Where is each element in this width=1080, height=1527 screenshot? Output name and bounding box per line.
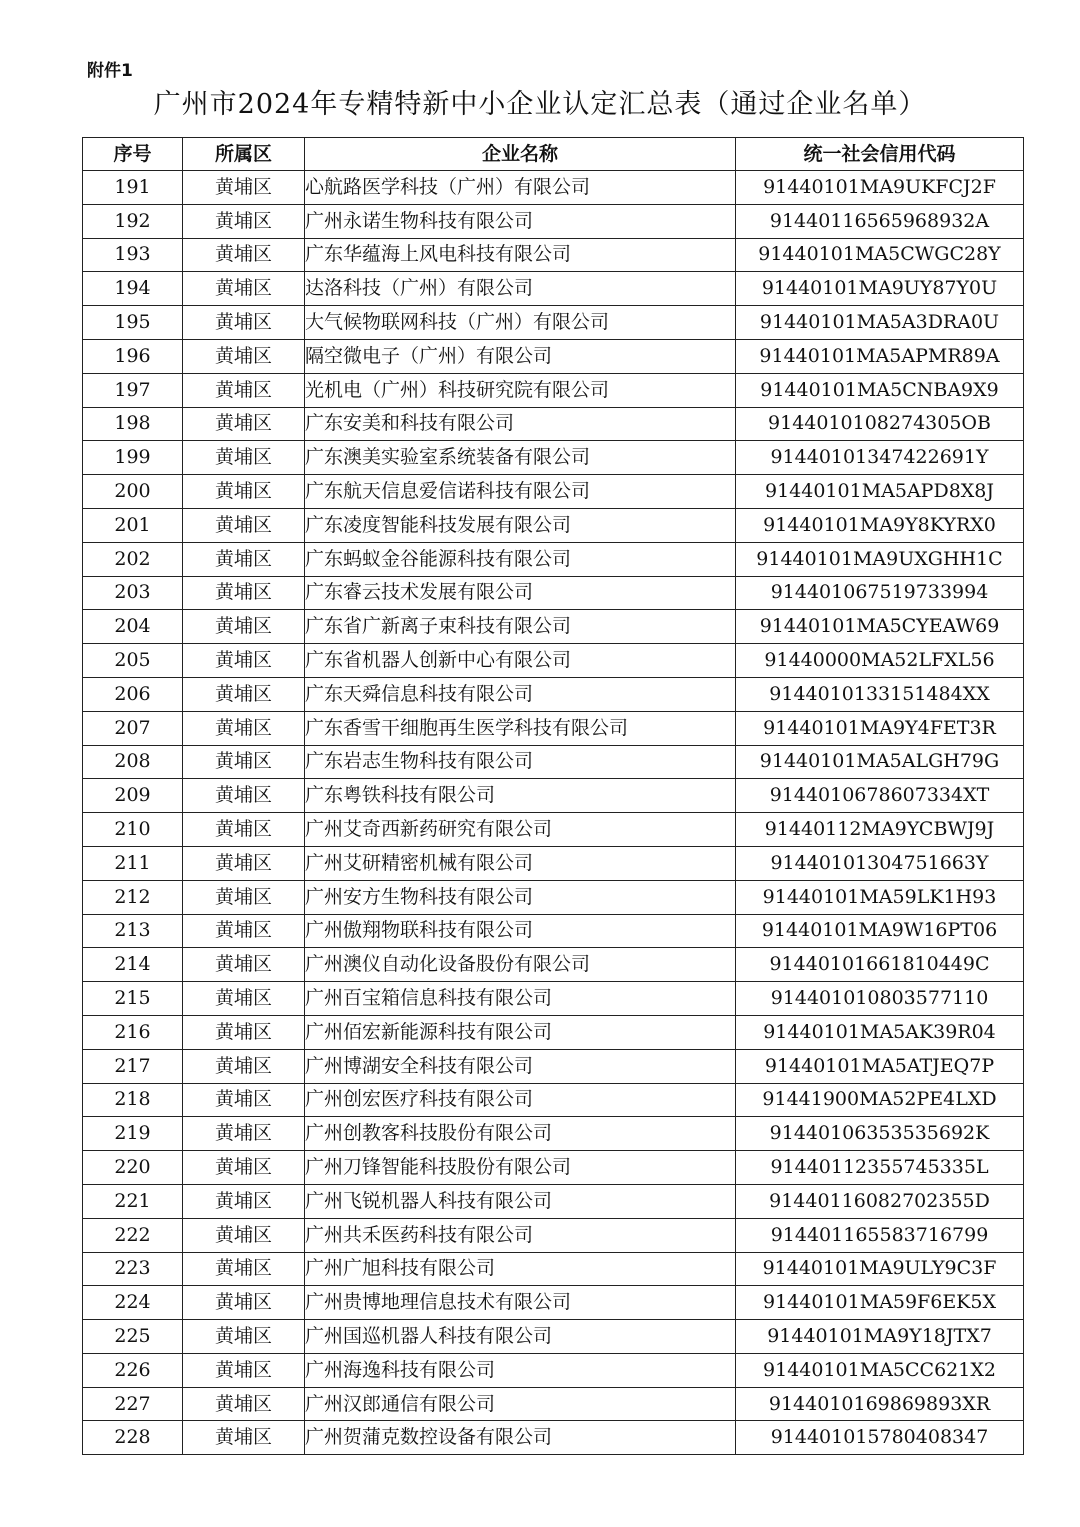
cell-district: 黄埔区 [183,677,305,711]
cell-index: 220 [83,1151,183,1185]
cell-index: 207 [83,711,183,745]
cell-index: 222 [83,1218,183,1252]
cell-index: 213 [83,914,183,948]
cell-index: 227 [83,1387,183,1421]
cell-index: 212 [83,880,183,914]
cell-index: 218 [83,1083,183,1117]
cell-company-name: 广州广旭科技有限公司 [305,1252,736,1286]
cell-credit-code: 91440116565968932A [736,204,1024,238]
table-row [83,407,1024,441]
cell-credit-code: 91440101MA59LK1H93 [736,880,1024,914]
cell-index: 211 [83,846,183,880]
table-row [83,542,1024,576]
cell-district: 黄埔区 [183,272,305,306]
cell-district: 黄埔区 [183,1184,305,1218]
cell-district: 黄埔区 [183,644,305,678]
cell-company-name: 光机电（广州）科技研究院有限公司 [305,373,736,407]
table-row [83,339,1024,373]
cell-credit-code: 91440101MA9UY87Y0U [736,272,1024,306]
table-row [83,576,1024,610]
cell-company-name: 广州汉郎通信有限公司 [305,1387,736,1421]
table-row [83,1151,1024,1185]
cell-company-name: 广州贺蒲克数控设备有限公司 [305,1421,736,1455]
cell-index: 216 [83,1015,183,1049]
cell-company-name: 大气候物联网科技（广州）有限公司 [305,306,736,340]
cell-company-name: 广东安美和科技有限公司 [305,407,736,441]
cell-credit-code: 91440101MA9Y18JTX7 [736,1320,1024,1354]
header-index: 序号 [83,138,183,171]
cell-company-name: 广东省机器人创新中心有限公司 [305,644,736,678]
cell-credit-code: 91440112MA9YCBWJ9J [736,813,1024,847]
cell-company-name: 广州永诺生物科技有限公司 [305,204,736,238]
table-row [83,813,1024,847]
table-row [83,306,1024,340]
cell-company-name: 广州海逸科技有限公司 [305,1353,736,1387]
cell-company-name: 广州共禾医药科技有限公司 [305,1218,736,1252]
cell-credit-code: 914401015780408347 [736,1421,1024,1455]
table-row [83,475,1024,509]
cell-credit-code: 91440101MA9Y4FET3R [736,711,1024,745]
cell-company-name: 广州博湖安全科技有限公司 [305,1049,736,1083]
cell-index: 228 [83,1421,183,1455]
table-row [83,1184,1024,1218]
cell-credit-code: 91440101MA5AK39R04 [736,1015,1024,1049]
cell-company-name: 隔空微电子（广州）有限公司 [305,339,736,373]
cell-district: 黄埔区 [183,306,305,340]
cell-credit-code: 91440101MA5CWGC28Y [736,238,1024,272]
cell-company-name: 广州刀锋智能科技股份有限公司 [305,1151,736,1185]
cell-district: 黄埔区 [183,407,305,441]
cell-credit-code: 91440101MA5ALGH79G [736,745,1024,779]
cell-credit-code: 914401165583716799 [736,1218,1024,1252]
cell-company-name: 广东澳美实验室系统装备有限公司 [305,441,736,475]
table-row [83,1252,1024,1286]
table-row [83,508,1024,542]
cell-company-name: 广州贵博地理信息技术有限公司 [305,1286,736,1320]
cell-company-name: 广州艾奇西新药研究有限公司 [305,813,736,847]
cell-company-name: 广东省广新离子束科技有限公司 [305,610,736,644]
cell-district: 黄埔区 [183,880,305,914]
cell-credit-code: 91440101661810449C [736,948,1024,982]
cell-district: 黄埔区 [183,813,305,847]
cell-index: 214 [83,948,183,982]
table-row [83,644,1024,678]
cell-district: 黄埔区 [183,1117,305,1151]
cell-company-name: 广东华蕴海上风电科技有限公司 [305,238,736,272]
enterprise-table [82,137,1024,1455]
cell-credit-code: 91440106353535692K [736,1117,1024,1151]
cell-index: 223 [83,1252,183,1286]
cell-district: 黄埔区 [183,1387,305,1421]
cell-credit-code: 9144010108274305OB [736,407,1024,441]
table-row [83,610,1024,644]
cell-district: 黄埔区 [183,204,305,238]
cell-credit-code: 91440101MA5CC621X2 [736,1353,1024,1387]
table-row [83,1117,1024,1151]
table-row [83,272,1024,306]
cell-credit-code: 91440101MA9UKFCJ2F [736,171,1024,205]
cell-index: 201 [83,508,183,542]
cell-credit-code: 91440101MA9Y8KYRX0 [736,508,1024,542]
table-row [83,1218,1024,1252]
cell-district: 黄埔区 [183,982,305,1016]
table-row [83,1320,1024,1354]
cell-index: 198 [83,407,183,441]
cell-credit-code: 91440101MA9UXGHH1C [736,542,1024,576]
cell-index: 208 [83,745,183,779]
header-district: 所属区 [183,138,305,171]
table-row [83,1049,1024,1083]
cell-index: 191 [83,171,183,205]
cell-index: 204 [83,610,183,644]
table-row [83,204,1024,238]
cell-index: 206 [83,677,183,711]
table-row [83,880,1024,914]
table-row [83,1083,1024,1117]
cell-credit-code: 91440101MA5APMR89A [736,339,1024,373]
table-row [83,779,1024,813]
cell-index: 215 [83,982,183,1016]
cell-credit-code: 9144010133151484XX [736,677,1024,711]
table-row [83,441,1024,475]
cell-credit-code: 91440101MA5A3DRA0U [736,306,1024,340]
cell-district: 黄埔区 [183,1353,305,1387]
cell-index: 200 [83,475,183,509]
cell-district: 黄埔区 [183,1049,305,1083]
table-row [83,948,1024,982]
table-row [83,373,1024,407]
cell-index: 221 [83,1184,183,1218]
cell-credit-code: 9144010678607334XT [736,779,1024,813]
cell-district: 黄埔区 [183,1252,305,1286]
cell-district: 黄埔区 [183,238,305,272]
cell-credit-code: 91440112355745335L [736,1151,1024,1185]
cell-district: 黄埔区 [183,1286,305,1320]
cell-index: 225 [83,1320,183,1354]
cell-district: 黄埔区 [183,779,305,813]
cell-credit-code: 91440101MA59F6EK5X [736,1286,1024,1320]
cell-index: 194 [83,272,183,306]
cell-index: 192 [83,204,183,238]
cell-credit-code: 91440101MA5ATJEQ7P [736,1049,1024,1083]
cell-district: 黄埔区 [183,745,305,779]
cell-district: 黄埔区 [183,1421,305,1455]
cell-district: 黄埔区 [183,441,305,475]
cell-credit-code: 91440101MA5CYEAW69 [736,610,1024,644]
cell-district: 黄埔区 [183,948,305,982]
header-credit-code: 统一社会信用代码 [736,138,1024,171]
table-row [83,846,1024,880]
cell-index: 196 [83,339,183,373]
cell-index: 209 [83,779,183,813]
cell-company-name: 广州创宏医疗科技有限公司 [305,1083,736,1117]
cell-credit-code: 91440101MA5CNBA9X9 [736,373,1024,407]
cell-index: 197 [83,373,183,407]
cell-district: 黄埔区 [183,711,305,745]
cell-company-name: 达洛科技（广州）有限公司 [305,272,736,306]
table-row [83,677,1024,711]
table-header-row [83,138,1024,171]
header-company-name: 企业名称 [305,138,736,171]
cell-credit-code: 91440116082702355D [736,1184,1024,1218]
cell-district: 黄埔区 [183,1015,305,1049]
cell-company-name: 广州傲翔物联科技有限公司 [305,914,736,948]
cell-district: 黄埔区 [183,508,305,542]
cell-company-name: 广东粤铁科技有限公司 [305,779,736,813]
cell-company-name: 广州艾研精密机械有限公司 [305,846,736,880]
table-body [83,171,1024,1455]
cell-district: 黄埔区 [183,610,305,644]
table-row [83,238,1024,272]
cell-credit-code: 91440000MA52LFXL56 [736,644,1024,678]
cell-index: 226 [83,1353,183,1387]
cell-index: 203 [83,576,183,610]
attachment-label: 附件1 [87,61,133,81]
cell-company-name: 广州创教客科技股份有限公司 [305,1117,736,1151]
cell-credit-code: 91441900MA52PE4LXD [736,1083,1024,1117]
table-row [83,1421,1024,1455]
table-row [83,1015,1024,1049]
cell-company-name: 广州国巡机器人科技有限公司 [305,1320,736,1354]
cell-company-name: 广东香雪干细胞再生医学科技有限公司 [305,711,736,745]
cell-index: 199 [83,441,183,475]
cell-index: 205 [83,644,183,678]
cell-credit-code: 914401010803577110 [736,982,1024,1016]
cell-credit-code: 91440101347422691Y [736,441,1024,475]
cell-credit-code: 91440101MA9W16PT06 [736,914,1024,948]
cell-district: 黄埔区 [183,1151,305,1185]
cell-index: 217 [83,1049,183,1083]
document-title: 广州市2024年专精特新中小企业认定汇总表（通过企业名单） [153,89,927,120]
cell-district: 黄埔区 [183,475,305,509]
cell-company-name: 广东凌度智能科技发展有限公司 [305,508,736,542]
cell-credit-code: 91440101MA9ULY9C3F [736,1252,1024,1286]
table-row [83,914,1024,948]
cell-district: 黄埔区 [183,846,305,880]
cell-district: 黄埔区 [183,1320,305,1354]
cell-district: 黄埔区 [183,373,305,407]
table-row [83,1387,1024,1421]
table-row [83,745,1024,779]
cell-company-name: 广东天舜信息科技有限公司 [305,677,736,711]
cell-district: 黄埔区 [183,1083,305,1117]
cell-index: 195 [83,306,183,340]
cell-index: 193 [83,238,183,272]
cell-company-name: 广东岩志生物科技有限公司 [305,745,736,779]
cell-company-name: 广州佰宏新能源科技有限公司 [305,1015,736,1049]
cell-index: 202 [83,542,183,576]
cell-district: 黄埔区 [183,1218,305,1252]
cell-district: 黄埔区 [183,576,305,610]
cell-company-name: 广东蚂蚁金谷能源科技有限公司 [305,542,736,576]
cell-district: 黄埔区 [183,542,305,576]
cell-index: 219 [83,1117,183,1151]
table-row [83,982,1024,1016]
table-row [83,1286,1024,1320]
cell-company-name: 广东航天信息爱信诺科技有限公司 [305,475,736,509]
table-row [83,711,1024,745]
cell-company-name: 广州飞锐机器人科技有限公司 [305,1184,736,1218]
cell-credit-code: 91440101MA5APD8X8J [736,475,1024,509]
cell-credit-code: 914401067519733994 [736,576,1024,610]
cell-district: 黄埔区 [183,339,305,373]
cell-company-name: 心航路医学科技（广州）有限公司 [305,171,736,205]
cell-district: 黄埔区 [183,914,305,948]
table-row [83,171,1024,205]
cell-company-name: 广州澳仪自动化设备股份有限公司 [305,948,736,982]
cell-index: 210 [83,813,183,847]
cell-district: 黄埔区 [183,171,305,205]
cell-credit-code: 9144010169869893XR [736,1387,1024,1421]
table-row [83,1353,1024,1387]
cell-company-name: 广东睿云技术发展有限公司 [305,576,736,610]
cell-company-name: 广州百宝箱信息科技有限公司 [305,982,736,1016]
cell-company-name: 广州安方生物科技有限公司 [305,880,736,914]
cell-index: 224 [83,1286,183,1320]
cell-credit-code: 91440101304751663Y [736,846,1024,880]
